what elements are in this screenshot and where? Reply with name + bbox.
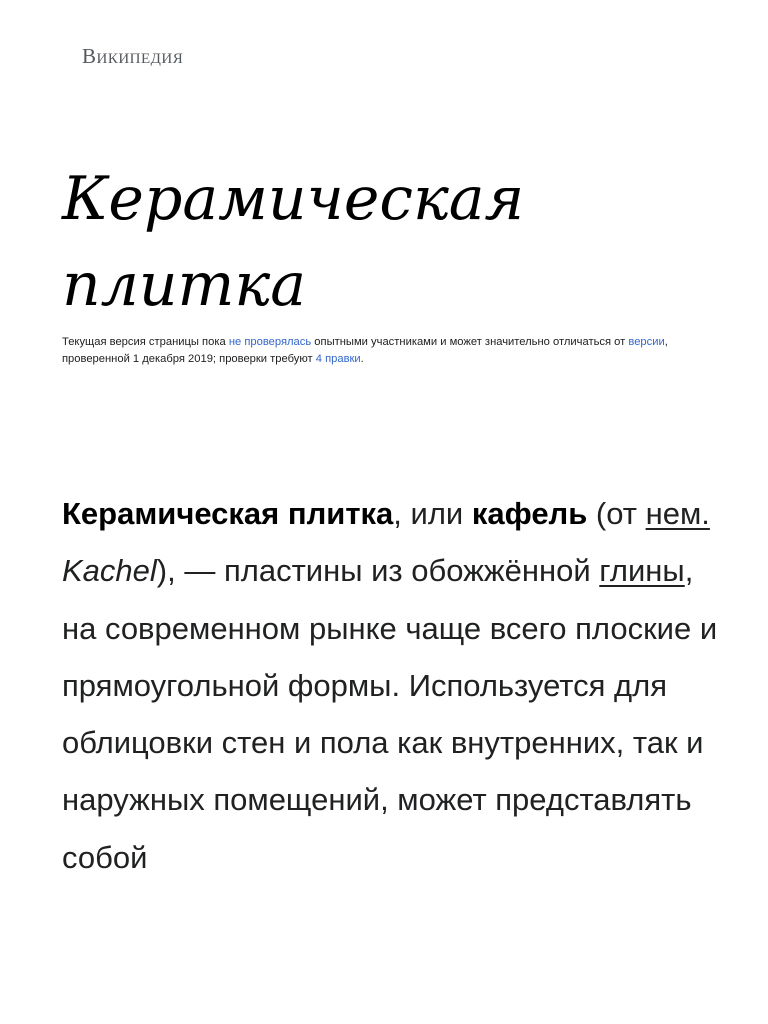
term-bold: Керамическая плитка — [62, 496, 394, 531]
notice-text-3: , проверенной 1 декабря 2019; проверки требуют — [62, 336, 668, 365]
pending-edits-link[interactable]: 4 правки — [315, 353, 361, 365]
lead-text-2: (от — [587, 496, 646, 531]
lead-text-4: ), — пластины из обожжённой — [156, 553, 600, 589]
notice-text-2: опытными участниками и может значительно отличаться от — [311, 336, 629, 348]
german-language-link[interactable]: нем. — [645, 496, 710, 531]
unreviewed-link[interactable]: не проверялась — [228, 336, 312, 348]
page-title: Керамическая плитка — [62, 164, 525, 320]
synonym-bold: кафель — [471, 496, 588, 531]
review-notice — [62, 334, 722, 368]
etymology-word: Kachel — [62, 553, 157, 589]
notice-text-4: . — [360, 353, 364, 365]
wikipedia-logo[interactable]: Википедия — [82, 44, 184, 68]
lead-text-1: , или — [393, 496, 472, 531]
notice-text-1: Текущая версия страницы пока — [62, 336, 229, 348]
lead-paragraph — [62, 485, 722, 886]
clay-link[interactable]: глины — [599, 553, 685, 589]
version-link[interactable]: версии — [628, 336, 665, 348]
lead-text-5: , на современном рынке чаще всего плоские и прямоугольной формы. Используется для облицовки стен и пола как внутренних, так и наружных помещений, может представлять собой — [62, 553, 718, 875]
